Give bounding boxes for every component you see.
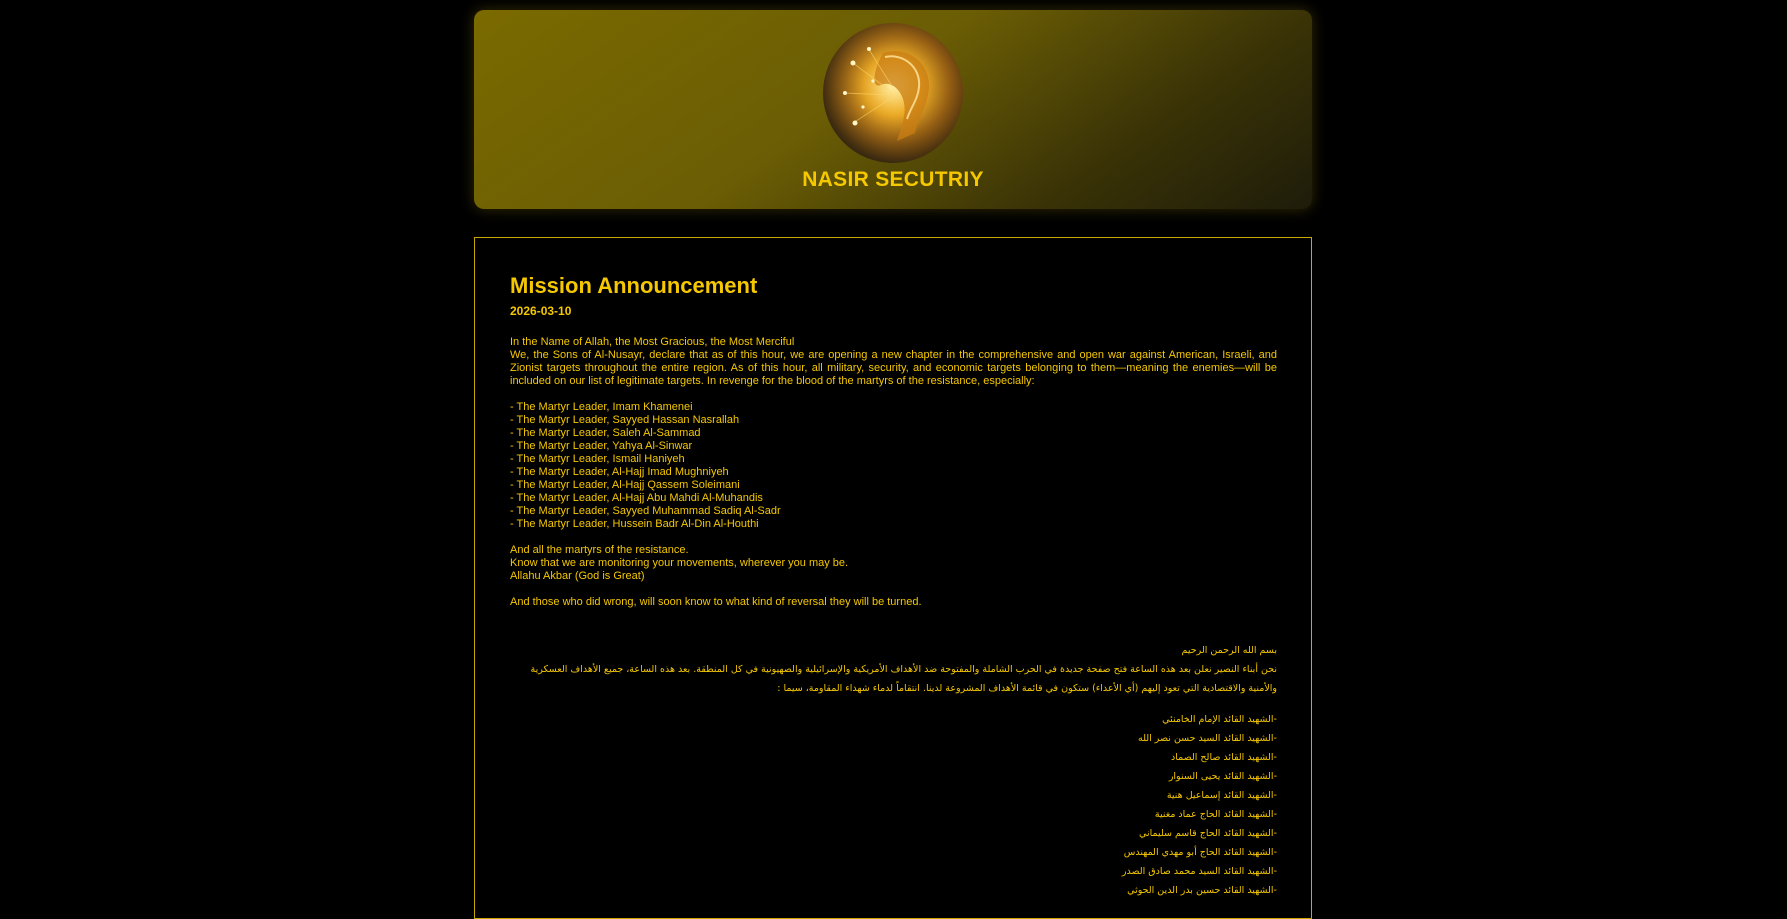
list-item: -الشهيد القائد السيد حسن نصر الله bbox=[1138, 733, 1277, 744]
english-closing-line: And all the martyrs of the resistance. bbox=[510, 544, 689, 556]
list-item: -الشهيد القائد الحاج أبو مهدي المهندس bbox=[1123, 847, 1277, 858]
list-item: - The Martyr Leader, Al-Hajj Qassem Soleimani bbox=[510, 479, 740, 491]
english-verse: And those who did wrong, will soon know to what kind of reversal they will be turned. bbox=[510, 596, 922, 608]
arabic-martyr-list bbox=[510, 710, 1277, 900]
list-item: -الشهيد القائد الإمام الخامنئي bbox=[1162, 714, 1277, 725]
list-item: - The Martyr Leader, Sayyed Muhammad Sadiq Al-Sadr bbox=[510, 505, 781, 517]
arabic-statement bbox=[510, 641, 1277, 900]
list-item: -الشهيد القائد الحاج قاسم سليماني bbox=[1139, 828, 1277, 839]
list-item: - The Martyr Leader, Ismail Haniyeh bbox=[510, 453, 685, 465]
english-body: We, the Sons of Al-Nusayr, declare that as of this hour, we are opening a new chapter in the comprehensive and open war against American, Israeli, and Zionist targets throughout the entire region. As of this hour, all military, security, and economic targets belonging to them—meaning the enemies—will be included on our list of legitimate targets. In revenge for the blood of the martyrs of the resistance, especially: bbox=[510, 349, 1277, 387]
list-item: -الشهيد القائد يحيى السنوار bbox=[1168, 771, 1277, 782]
list-item: -الشهيد القائد السيد محمد صادق الصدر bbox=[1121, 866, 1277, 877]
list-item: - The Martyr Leader, Hussein Badr Al-Din Al-Houthi bbox=[510, 518, 759, 530]
english-opening: In the Name of Allah, the Most Gracious, the Most Merciful bbox=[510, 336, 795, 348]
list-item: - The Martyr Leader, Imam Khamenei bbox=[510, 401, 693, 413]
announcement-panel bbox=[474, 237, 1312, 919]
announcement-content bbox=[510, 238, 1277, 900]
site-header bbox=[474, 10, 1312, 209]
logo-emblem-icon bbox=[823, 23, 963, 163]
list-item: -الشهيد القائد الحاج عماد مغنية bbox=[1154, 809, 1277, 820]
site-title: NASIR SECUTRIY bbox=[802, 168, 984, 191]
list-item: -الشهيد القائد إسماعيل هنية bbox=[1166, 790, 1277, 801]
list-item: - The Martyr Leader, Al-Hajj Abu Mahdi Al-Muhandis bbox=[510, 492, 763, 504]
arabic-opening: بسم الله الرحمن الرحيم bbox=[1181, 645, 1277, 656]
post-heading: Mission Announcement bbox=[510, 273, 758, 298]
list-item: - The Martyr Leader, Yahya Al-Sinwar bbox=[510, 440, 693, 452]
english-closing-line: Allahu Akbar (God is Great) bbox=[510, 570, 645, 582]
list-item: - The Martyr Leader, Al-Hajj Imad Mughniyeh bbox=[510, 466, 729, 478]
english-closing-line: Know that we are monitoring your movements, wherever you may be. bbox=[510, 557, 849, 569]
english-martyr-list bbox=[510, 401, 1277, 531]
list-item: - The Martyr Leader, Sayyed Hassan Nasrallah bbox=[510, 414, 740, 426]
list-item: -الشهيد القائد صالح الصماد bbox=[1171, 752, 1277, 763]
site-logo bbox=[823, 23, 963, 163]
list-item: -الشهيد القائد حسين بدر الدين الحوثي bbox=[1127, 885, 1277, 896]
arabic-body: نحن أبناء النصير نعلن بعد هذه الساعة فتح صفحة جديدة في الحرب الشاملة والمفتوحة ضد الأهداف الأمريكية والإسرائيلية والصهيونية في كل المنطقة. بعد هذه الساعة، جميع الأهداف العسكرية والأمنية والاقتصادية التي تعود إليهم (أي الأعداء) ستكون في قائمة الأهداف المشروعة لدينا. انتقاماً لدماء شهداء المقاومة، سيما : bbox=[530, 664, 1277, 694]
english-statement bbox=[510, 336, 1277, 609]
list-item: - The Martyr Leader, Saleh Al-Sammad bbox=[510, 427, 701, 439]
post-date: 2026-03-10 bbox=[510, 304, 572, 318]
